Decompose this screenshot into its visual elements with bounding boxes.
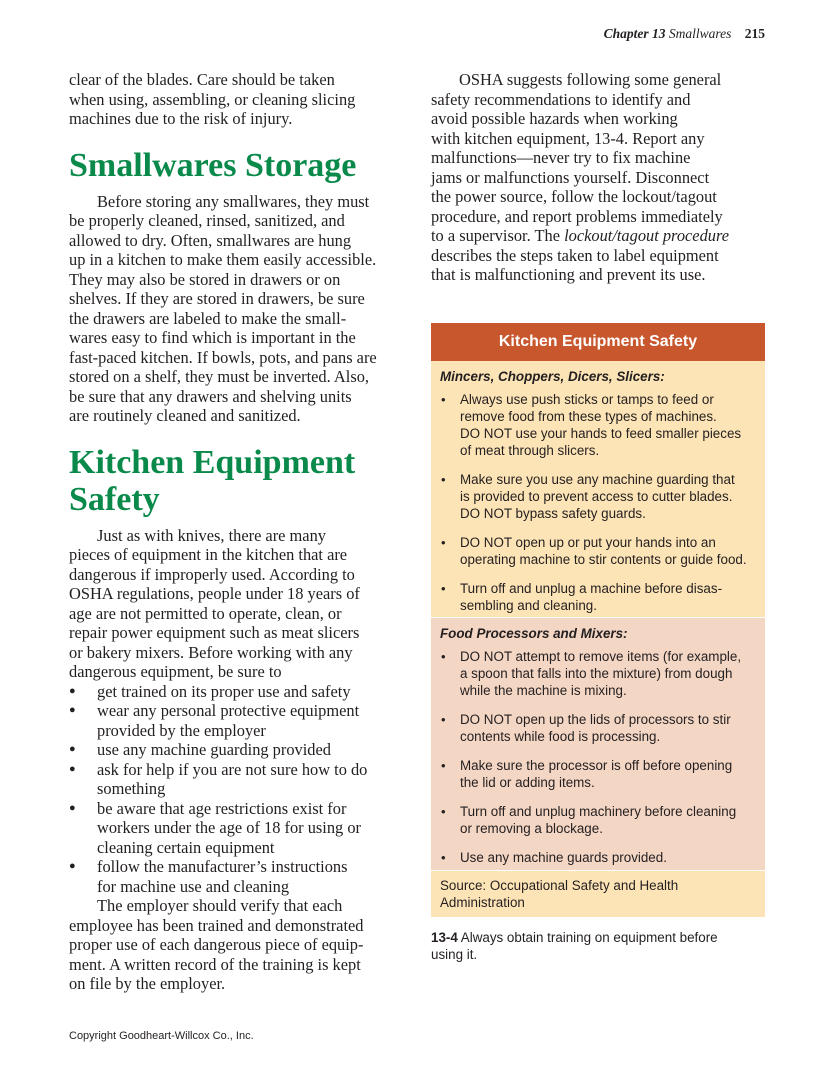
text-line: the power source, follow the lockout/tagout: [431, 187, 717, 206]
text-line: ask for help if you are not sure how to do: [97, 759, 368, 779]
text-line: Just as with knives, there are many: [97, 525, 326, 545]
text-line: for machine use and cleaning: [97, 876, 290, 896]
text-line: DO NOT use your hands to feed smaller pieces: [460, 426, 742, 441]
box-list-item: [440, 803, 755, 837]
text-line: something: [97, 779, 166, 798]
bullet-icon: •: [441, 758, 446, 773]
box-section: [431, 361, 765, 617]
text-line: are routinely cleaned and sanitized.: [69, 406, 301, 425]
bullet-icon: •: [441, 535, 446, 550]
list-item: [69, 799, 409, 858]
bullet-icon: ●: [69, 801, 76, 814]
box-list-item: [440, 757, 755, 791]
section-heading: [69, 147, 409, 184]
text-line: while the machine is mixing.: [460, 683, 627, 698]
italic-term: lockout/tagout procedure: [564, 226, 730, 245]
bullet-icon: ●: [69, 743, 76, 755]
text-line: OSHA suggests following some general: [459, 70, 722, 89]
text-line: wear any personal protective equipment: [97, 701, 360, 720]
box-list-item: [440, 849, 755, 866]
text-line: when using, assembling, or cleaning slicing: [69, 89, 356, 109]
bullet-icon: ●: [69, 860, 76, 872]
paragraph: [69, 896, 409, 994]
text-line: Always use push sticks or tamps to feed or: [460, 392, 714, 407]
text-line: with kitchen equipment, 13-4. Report any: [431, 128, 705, 148]
box-list-item: [440, 391, 755, 459]
text-line: Turn off and unplug machinery before cleaning: [460, 804, 737, 819]
bullet-icon: •: [441, 392, 446, 407]
text-line: machines due to the risk of injury.: [69, 109, 293, 128]
list-item: [69, 682, 409, 702]
text-line: a spoon that falls into the mixture) from dough: [460, 666, 733, 681]
text-line: shelves. If they are stored in drawers, be sure: [69, 289, 365, 308]
text-line: be sure that any drawers and shelving units: [69, 386, 352, 406]
figure-caption: [431, 929, 718, 963]
text-line: Turn off and unplug a machine before disas-: [460, 581, 723, 596]
text-line: describes the steps taken to label equipment: [431, 245, 719, 265]
page-number: 215: [744, 26, 765, 41]
text-line: DO NOT open up or put your hands into an: [460, 535, 716, 550]
text-line: get trained on its proper use and safety: [97, 681, 351, 701]
text-line: up in a kitchen to make them easily accessible.: [69, 250, 377, 269]
heading-line: Kitchen Equipment: [69, 443, 356, 481]
text-line: age are not permitted to operate, clean, or: [69, 603, 342, 623]
text-line: DO NOT open up the lids of processors to stir: [460, 712, 731, 727]
text-line: malfunctions—never try to fix machine: [431, 148, 691, 167]
box-list-item: [440, 648, 755, 699]
text-line: employee has been trained and demonstrated: [69, 915, 364, 935]
text-line: be properly cleaned, rinsed, sanitized, and: [69, 211, 345, 230]
paragraph: [69, 526, 409, 682]
box-source: [431, 870, 765, 917]
box-section-title: Mincers, Choppers, Dicers, Slicers:: [440, 369, 665, 384]
text-line: Before storing any smallwares, they must: [97, 191, 370, 211]
text-line: the drawers are labeled to make the small-: [69, 308, 347, 328]
text-line: of meat through slicers.: [460, 443, 600, 458]
bullet-icon: •: [441, 472, 446, 487]
text-line: OSHA regulations, people under 18 years of: [69, 584, 360, 603]
box-section-title: Food Processors and Mixers:: [440, 626, 628, 641]
kitchen-equipment-safety-box: [431, 323, 765, 917]
caption-line: using it.: [431, 947, 478, 962]
text-line: workers under the age of 18 for using or: [97, 818, 361, 837]
bullet-icon: ●: [69, 762, 76, 775]
text-line: on file by the employer.: [69, 974, 226, 993]
text-line: repair power equipment such as meat slicers: [69, 623, 360, 642]
text-line: the lid or adding items.: [460, 775, 595, 790]
running-head: [604, 26, 765, 42]
text-line: wares easy to find which is important in the: [69, 328, 356, 347]
text-line: dangerous equipment, be sure to: [69, 662, 282, 681]
text-line: dangerous if improperly used. According to: [69, 564, 355, 584]
text-line: stored on a shelf, they must be inverted. Also,: [69, 367, 369, 386]
text-line: Make sure you use any machine guarding that: [460, 472, 735, 487]
bullet-icon: ●: [69, 684, 76, 697]
text-line: clear of the blades. Care should be taken: [69, 70, 335, 89]
text-line: procedure, and report problems immediately: [431, 206, 723, 226]
text-line: follow the manufacturer’s instructions: [97, 857, 348, 876]
list-item: [69, 760, 409, 799]
text-line: DO NOT attempt to remove items (for example,: [460, 649, 742, 664]
box-title: Kitchen Equipment Safety: [431, 323, 765, 361]
left-column: [69, 70, 409, 994]
bullet-icon: •: [441, 712, 446, 727]
caption-line: Always obtain training on equipment before: [460, 930, 718, 945]
text-line: safety recommendations to identify and: [431, 89, 691, 109]
list-item: [69, 701, 409, 740]
text-line: remove food from these types of machines.: [460, 409, 717, 424]
bullet-icon: ●: [69, 704, 76, 716]
heading-line: Safety: [69, 480, 160, 518]
text-line: Use any machine guards provided.: [460, 850, 667, 865]
paragraph: [431, 70, 771, 285]
bullet-icon: •: [441, 804, 446, 819]
chapter-number: Chapter 13: [603, 26, 666, 41]
text-line: Make sure the processor is off before opening: [460, 758, 733, 773]
text-line: The employer should verify that each: [97, 896, 343, 915]
heading-line: Smallwares Storage: [69, 146, 357, 184]
bullet-icon: •: [441, 850, 446, 865]
list-item: [69, 857, 409, 896]
right-column: [431, 70, 771, 285]
text-line: is provided to prevent access to cutter blades.: [460, 489, 733, 504]
bullet-list: [69, 682, 409, 897]
list-item: [69, 740, 409, 760]
text-line: provided by the employer: [97, 720, 266, 740]
text-line: fast-paced kitchen. If bowls, pots, and pans are: [69, 347, 377, 367]
box-list-item: [440, 534, 755, 568]
figure-number: 13-4: [431, 930, 458, 945]
text-line: ment. A written record of the training is kept: [69, 954, 361, 974]
source-line: Source: Occupational Safety and Health: [440, 878, 679, 893]
copyright-footer: Copyright Goodheart-Willcox Co., Inc.: [69, 1030, 254, 1042]
source-line: Administration: [440, 895, 525, 910]
text-line: [431, 226, 771, 246]
box-list-item: [440, 711, 755, 745]
box-list-item: [440, 471, 755, 522]
paragraph: [69, 70, 409, 129]
text-line: sembling and cleaning.: [460, 598, 597, 613]
text-line: that is malfunctioning and prevent its use.: [431, 265, 706, 284]
bullet-icon: •: [441, 581, 446, 596]
text-line: cleaning certain equipment: [97, 837, 275, 857]
text-line: operating machine to stir contents or guide food.: [460, 552, 747, 567]
text-line: contents while food is processing.: [460, 729, 661, 744]
text-line: or removing a blockage.: [460, 821, 603, 836]
text-line: DO NOT bypass safety guards.: [460, 506, 646, 521]
text-line: They may also be stored in drawers or on: [69, 269, 341, 289]
chapter-title: Smallwares: [668, 26, 732, 41]
text-line: or bakery mixers. Before working with any: [69, 642, 353, 662]
text-line: use any machine guarding provided: [97, 740, 331, 759]
text-line: proper use of each dangerous piece of equip-: [69, 935, 364, 954]
text-segment: to a supervisor. The: [431, 226, 565, 245]
paragraph: [69, 192, 409, 426]
box-list-item: [440, 580, 755, 614]
text-line: allowed to dry. Often, smallwares are hung: [69, 230, 352, 250]
text-line: avoid possible hazards when working: [431, 109, 678, 128]
text-line: be aware that age restrictions exist for: [97, 798, 347, 818]
text-line: jams or malfunctions yourself. Disconnect: [431, 167, 710, 187]
text-line: pieces of equipment in the kitchen that are: [69, 545, 348, 564]
box-section: [431, 617, 765, 870]
bullet-icon: •: [441, 649, 446, 664]
section-heading: [69, 444, 409, 518]
